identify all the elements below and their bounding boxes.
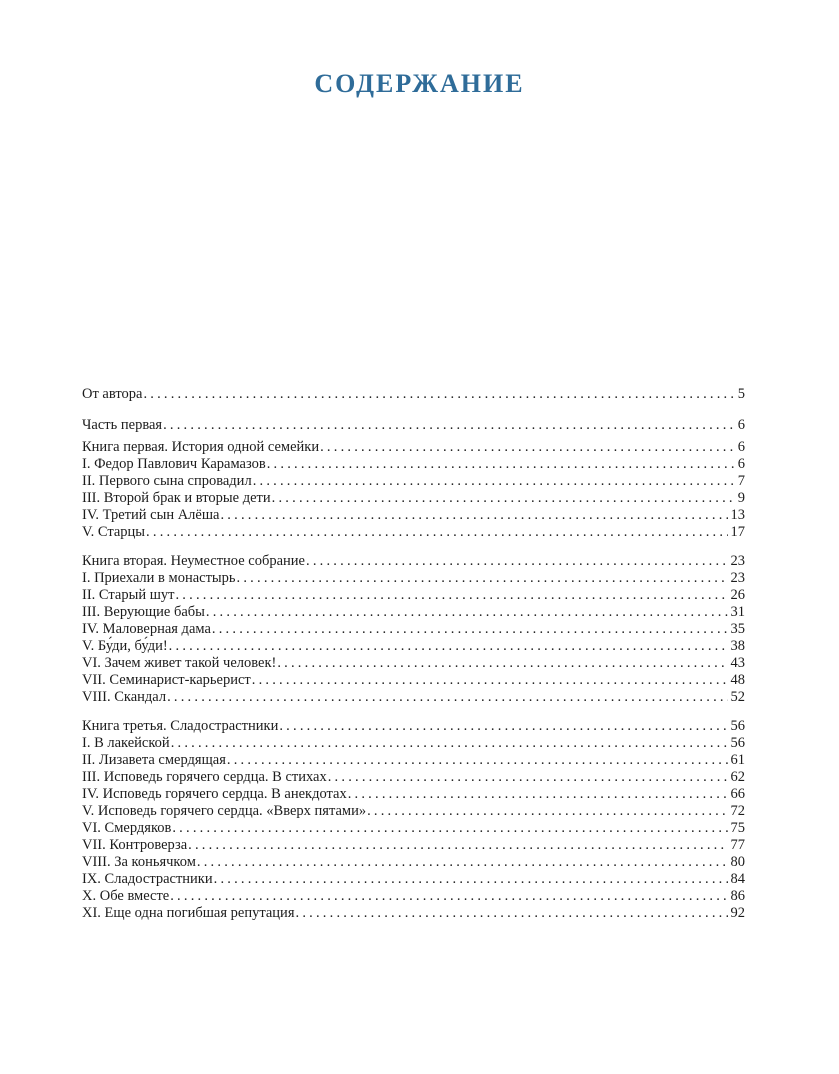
toc-row [82,888,745,905]
toc-dot-leader [167,689,727,706]
toc-row [82,417,745,434]
toc-row [82,587,745,604]
toc-dot-leader [328,769,728,786]
toc-entry-title: Книга вторая. Неуместное собрание [82,553,305,569]
toc-row [82,507,745,524]
toc-entry-title: V. Старцы [82,524,146,540]
toc-dot-leader [212,621,728,638]
toc-row [82,524,745,541]
toc-page-number: 23 [730,553,745,569]
toc-dot-leader [206,604,728,621]
toc-page-number: 26 [730,587,745,603]
table-of-contents [82,386,745,922]
toc-dot-leader [214,871,728,888]
toc-dot-leader [197,854,728,871]
toc-entry-title: Книга первая. История одной семейки [82,439,320,455]
toc-group [82,553,745,706]
toc-group [82,439,745,541]
toc-entry-title: I. Приехали в монастырь [82,570,236,586]
toc-group [82,417,745,434]
toc-entry-title: I. Федор Павлович Карамазов [82,456,266,472]
toc-dot-leader [143,386,734,403]
toc-dot-leader [172,820,727,837]
toc-page-number: 6 [737,439,745,455]
toc-entry-title: VI. Зачем живет такой человек! [82,655,277,671]
toc-row [82,786,745,803]
toc-entry-title: I. В лакейской [82,735,170,751]
toc-row [82,752,745,769]
toc-entry-title: III. Верующие бабы [82,604,205,620]
toc-entry-title: XI. Еще одна погибшая репутация [82,905,295,921]
toc-page-number: 77 [730,837,745,853]
toc-page-number: 72 [730,803,745,819]
toc-entry-title: IV. Исповедь горячего сердца. В анекдотах [82,786,347,802]
toc-page-number: 17 [730,524,745,540]
toc-entry-title: II. Лизавета смердящая [82,752,226,768]
toc-entry-title: II. Первого сына спровадил [82,473,252,489]
toc-page-number: 66 [730,786,745,802]
toc-entry-title: IV. Третий сын Алёша [82,507,220,523]
toc-page-number: 43 [730,655,745,671]
toc-row [82,689,745,706]
toc-page-number: 23 [730,570,745,586]
toc-page-number: 75 [730,820,745,836]
toc-entry-title: II. Старый шут [82,587,175,603]
toc-row [82,837,745,854]
toc-row [82,439,745,456]
toc-entry-title: Книга третья. Сладострастники [82,718,279,734]
toc-dot-leader [279,718,727,735]
toc-dot-leader [171,735,728,752]
toc-dot-leader [253,473,735,490]
toc-entry-title: VIII. Скандал [82,689,167,705]
toc-dot-leader [272,490,735,507]
toc-row [82,871,745,888]
toc-page-number: 31 [730,604,745,620]
toc-dot-leader [146,524,727,541]
toc-group [82,718,745,922]
toc-page-number: 62 [730,769,745,785]
toc-dot-leader [320,439,735,456]
toc-row [82,769,745,786]
toc-dot-leader [175,587,727,604]
toc-page-number: 56 [730,735,745,751]
toc-dot-leader [367,803,727,820]
toc-dot-leader [227,752,728,769]
toc-dot-leader [188,837,727,854]
toc-dot-leader [252,672,728,689]
toc-page-number: 38 [730,638,745,654]
toc-entry-title: IV. Маловерная дама [82,621,211,637]
toc-page-number: 61 [730,752,745,768]
toc-row [82,854,745,871]
toc-dot-leader [170,888,727,905]
toc-page-number: 92 [730,905,745,921]
toc-row [82,386,745,403]
page-title: СОДЕРЖАНИЕ [314,69,525,98]
toc-entry-title: X. Обе вместе [82,888,170,904]
toc-row [82,490,745,507]
toc-entry-title: IX. Сладострастники [82,871,213,887]
toc-page-number: 86 [730,888,745,904]
toc-page-number: 6 [737,417,745,433]
toc-entry-title: III. Исповедь горячего сердца. В стихах [82,769,327,785]
toc-row [82,570,745,587]
toc-row [82,718,745,735]
toc-row [82,604,745,621]
toc-group [82,386,745,403]
toc-page-number: 9 [737,490,745,506]
toc-dot-leader [277,655,727,672]
toc-entry-title: От автора [82,386,143,402]
toc-row [82,735,745,752]
toc-page-number: 52 [730,689,745,705]
toc-entry-title: VII. Контроверза [82,837,188,853]
toc-dot-leader [169,638,728,655]
toc-page-number: 48 [730,672,745,688]
toc-dot-leader [237,570,728,587]
toc-page-number: 6 [737,456,745,472]
toc-dot-leader [163,417,735,434]
toc-page-number: 7 [737,473,745,489]
toc-row [82,473,745,490]
toc-row [82,553,745,570]
toc-dot-leader [348,786,728,803]
toc-row [82,638,745,655]
toc-dot-leader [296,905,728,922]
toc-page-number: 84 [730,871,745,887]
toc-dot-leader [267,456,735,473]
toc-row [82,456,745,473]
toc-dot-leader [306,553,728,570]
toc-entry-title: V. Бу́ди, бу́ди! [82,638,168,654]
toc-entry-title: V. Исповедь горячего сердца. «Вверх пятами» [82,803,367,819]
toc-entry-title: VII. Семинарист-карьерист [82,672,251,688]
toc-entry-title: Часть первая [82,417,163,433]
toc-entry-title: VI. Смердяков [82,820,172,836]
toc-row [82,621,745,638]
toc-row [82,655,745,672]
toc-page-number: 13 [730,507,745,523]
toc-page-number: 5 [737,386,745,402]
toc-page-number: 80 [730,854,745,870]
toc-row [82,803,745,820]
toc-row [82,905,745,922]
toc-dot-leader [220,507,727,524]
toc-row [82,672,745,689]
toc-row [82,820,745,837]
toc-entry-title: III. Второй брак и вторые дети [82,490,271,506]
toc-page-number: 35 [730,621,745,637]
toc-entry-title: VIII. За коньячком [82,854,196,870]
toc-page-number: 56 [730,718,745,734]
